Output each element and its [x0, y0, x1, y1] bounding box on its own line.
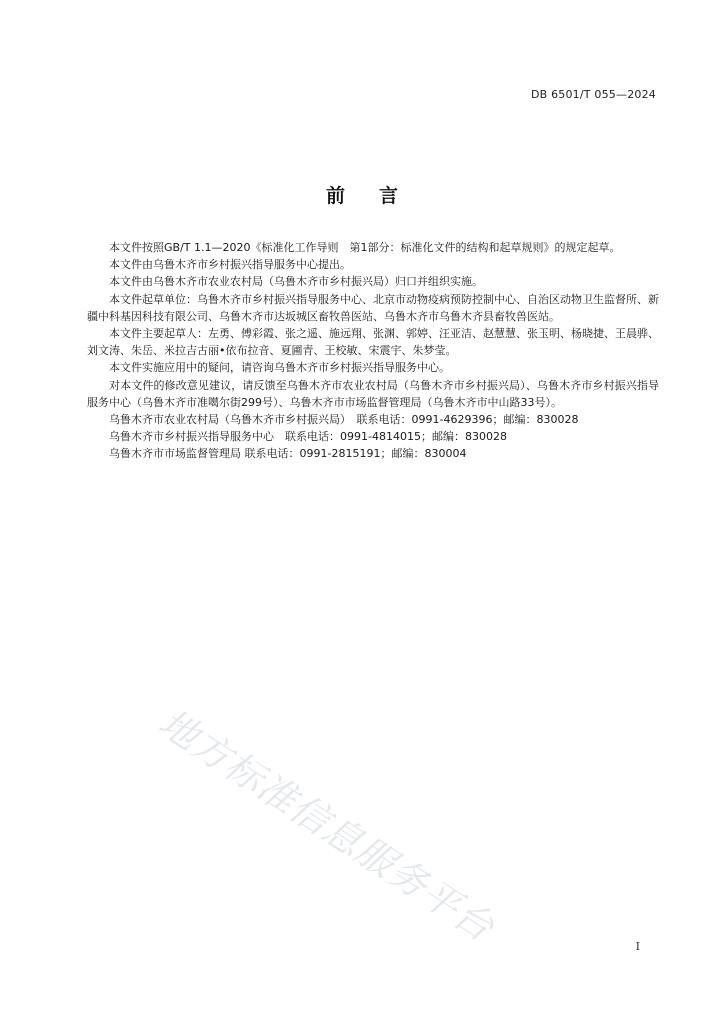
contact-rural-service-center: 乌鲁木齐市乡村振兴指导服务中心 联系电话：0991-4814015；邮编：830028: [109, 430, 507, 444]
foreword-body: [87, 239, 659, 463]
paragraph-drafting-units: 本文件起草单位：乌鲁木齐市乡村振兴指导服务中心、北京市动物疫病预防控制中心、自治区动物卫生监督所、新疆中科基因科技有限公司、乌鲁木齐市达坂城区畜牧兽医站、乌鲁木齐市乌鲁木齐县畜牧兽医站。: [87, 292, 659, 323]
contact-agriculture-bureau: 乌鲁木齐市农业农村局（乌鲁木齐市乡村振兴局） 联系电话：0991-4629396；邮编：830028: [109, 413, 579, 427]
paragraph-drafting-rules: 本文件按照GB/T 1.1—2020《标准化工作导则 第1部分：标准化文件的结构和起草规则》的规定起草。: [109, 241, 621, 254]
paragraph-administrator: 本文件由乌鲁木齐市农业农村局（乌鲁木齐市乡村振兴局）归口并组织实施。: [109, 275, 483, 289]
document-number: DB 6501/T 055—2024: [530, 88, 656, 101]
page-number: I: [635, 940, 640, 953]
section-title: 前言: [325, 185, 432, 207]
paragraph-proposer: 本文件由乌鲁木齐市乡村振兴指导服务中心提出。: [109, 258, 351, 272]
paragraph-feedback: 对本文件的修改意见建议，请反馈至乌鲁木齐市农业农村局（乌鲁木齐市乡村振兴局）、乌鲁木齐市乡村振兴指导服务中心（乌鲁木齐市准噶尔街299号）、乌鲁木齐市市场监督管理局（乌鲁木齐市中山路33号）。: [87, 378, 659, 409]
paragraph-main-drafters: 本文件主要起草人：左勇、傅彩霞、张之遥、施远翔、张渊、郭婷、汪亚洁、赵慧慧、张玉明、杨晓捷、王晨骅、刘文涛、朱岳、米拉吉古丽•依布拉音、夏圃青、王校敏、宋震宇、朱梦莹。: [87, 327, 659, 358]
paragraph-inquiries: 本文件实施应用中的疑问，请咨询乌鲁木齐市乡村振兴指导服务中心。: [109, 361, 450, 375]
contact-market-supervision: 乌鲁木齐市市场监督管理局 联系电话：0991-2815191；邮编：830004: [109, 447, 467, 461]
watermark: 地方标准信息服务平台: [151, 700, 503, 950]
